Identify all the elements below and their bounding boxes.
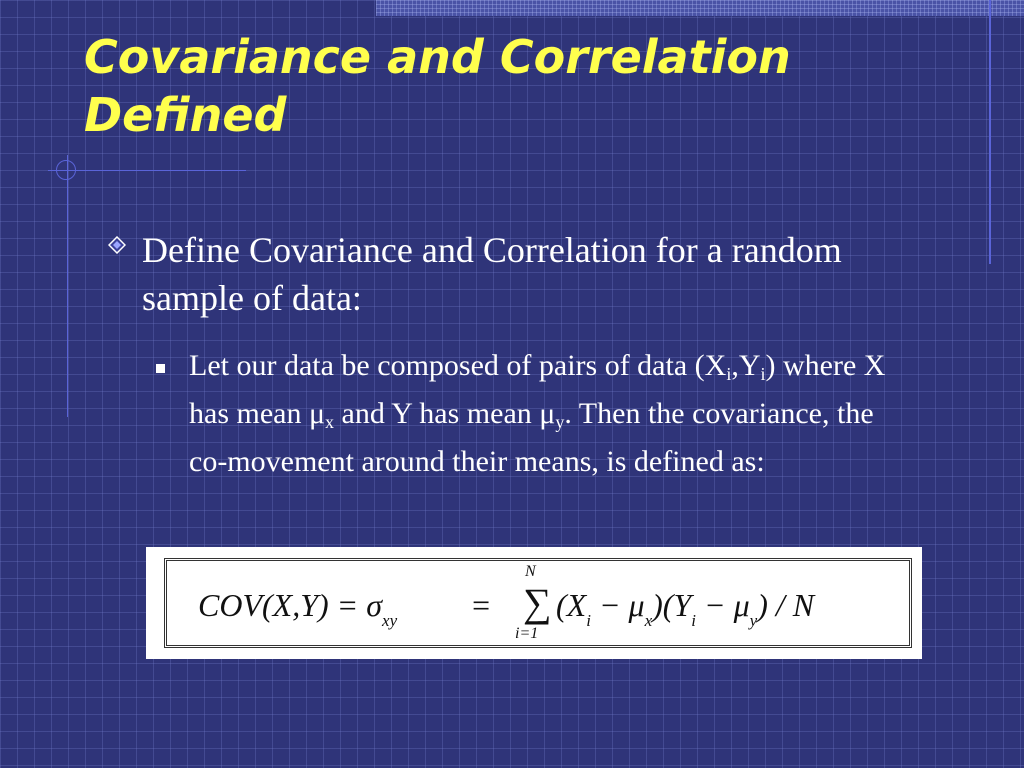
formula-term3: )(Y	[652, 587, 692, 623]
formula-term3-sub: i	[691, 611, 696, 630]
slide-title-line2: Defined	[84, 88, 287, 142]
formula-rhs	[556, 587, 814, 631]
bullet2-sub-y: y	[555, 412, 565, 432]
decorative-horizontal-line-left	[48, 170, 246, 171]
formula-sum-symbol: ∑	[523, 580, 552, 625]
formula-equals: =	[470, 587, 492, 623]
bullet2-sub-i2: i	[760, 364, 766, 384]
bullet2-part3: ) where X has mean μ	[189, 349, 886, 430]
bullet2-part2: ,Y	[731, 349, 761, 382]
formula-term5: ) / N	[757, 587, 815, 623]
square-bullet-icon	[156, 364, 165, 373]
formula-term1-sub: i	[586, 611, 591, 630]
bullet-level1-text: Define Covariance and Correlation for a random sample of data:	[142, 230, 842, 318]
formula-box	[146, 547, 922, 659]
diamond-bullet-icon	[108, 236, 126, 254]
covariance-formula	[180, 563, 890, 651]
decorative-ring	[56, 160, 76, 180]
formula-sigma-sub: xy	[382, 611, 398, 630]
formula-term4-sub: y	[749, 611, 758, 630]
bullet2-part4: and Y has mean μ	[334, 397, 556, 430]
bullet-level2-text	[189, 342, 919, 486]
decorative-vertical-line-left	[67, 155, 68, 417]
formula-term1: (X	[556, 587, 587, 623]
formula-term4: − μ	[703, 587, 750, 623]
bullet2-part1: Let our data be composed of pairs of data (X	[189, 349, 727, 382]
formula-sum-lower: i=1	[515, 625, 539, 642]
bullet2-sub-i1: i	[726, 364, 732, 384]
formula-lhs	[198, 587, 397, 631]
bullet2-sub-x: x	[325, 412, 335, 432]
bullet2-part5: . Then the covariance, the co-movement around their means, is defined as:	[189, 397, 874, 478]
formula-term2-sub: x	[644, 611, 653, 630]
formula-lhs-text: COV(X,Y) = σ	[198, 587, 383, 623]
formula-term2: − μ	[598, 587, 645, 623]
decorative-vertical-line-right	[989, 0, 991, 264]
formula-sum-upper: N	[525, 563, 536, 580]
decorative-top-band	[376, 0, 1024, 16]
slide-title-line1: Covariance and Correlation	[84, 30, 791, 84]
slide-title	[84, 28, 791, 144]
